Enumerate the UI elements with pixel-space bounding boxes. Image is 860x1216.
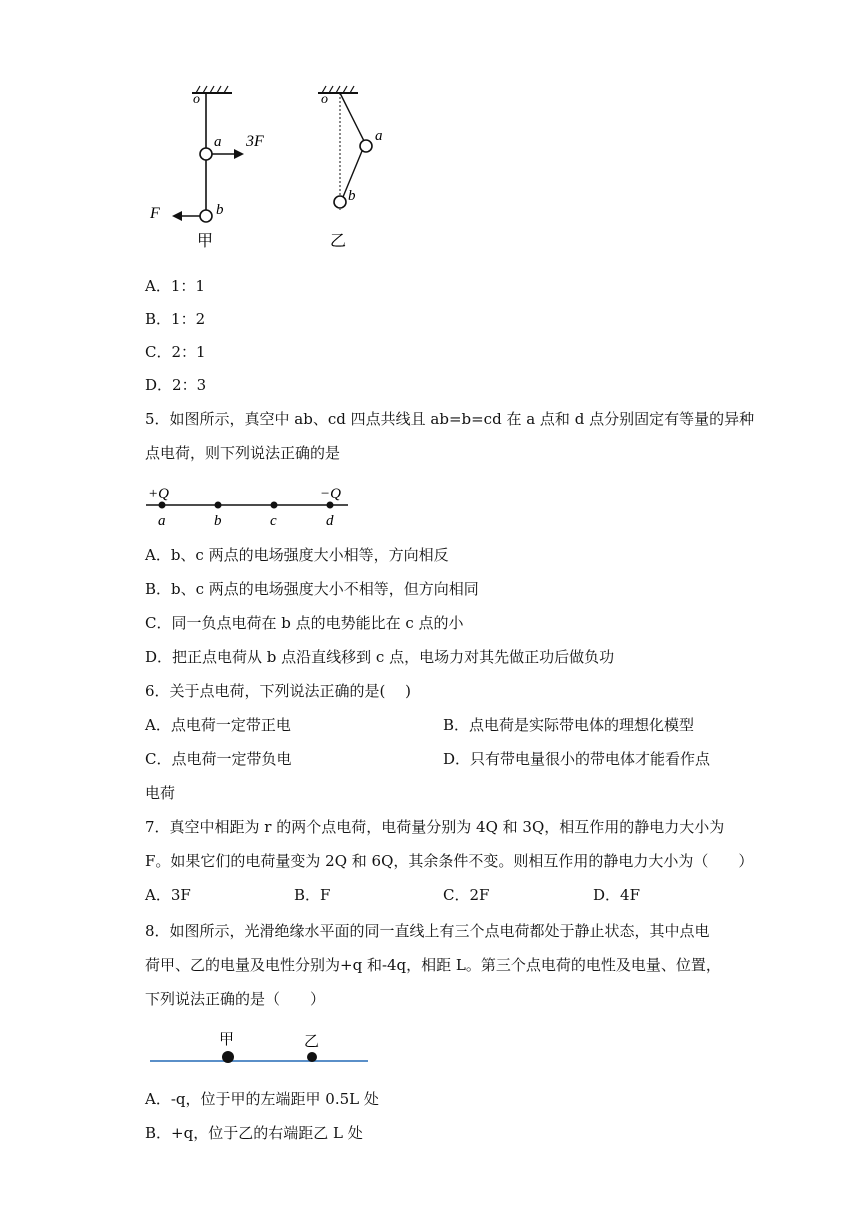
label-o-left: o [193, 92, 200, 107]
q6-option-d-continued: 电荷 [145, 784, 176, 802]
q6-option-d: D．只有带电量很小的带电体才能看作点 [443, 750, 711, 768]
q5-option-c: C．同一负点电荷在 b 点的电势能比在 c 点的小 [145, 614, 464, 632]
q8-stem-line1: 8．如图所示，光滑绝缘水平面的同一直线上有三个点电荷都处于静止状态，其中点电 [145, 922, 710, 940]
q7-option-d: D．4F [593, 886, 640, 904]
label-o-right: o [321, 92, 328, 107]
caption-jia: 甲 [197, 233, 214, 250]
pendulum-figure [140, 80, 420, 255]
point-label-a: a [158, 513, 166, 529]
point-label-c: c [270, 513, 277, 529]
q7-option-c: C．2F [443, 886, 490, 904]
q4-option-c: C．2：1 [145, 343, 206, 361]
two-charges-figure [148, 1026, 373, 1068]
q6-option-a: A．点电荷一定带正电 [145, 716, 291, 734]
q5-option-b: B．b、c 两点的电场强度大小不相等，但方向相同 [145, 580, 479, 598]
label-a-right: a [375, 128, 383, 144]
label-yi: 乙 [304, 1034, 320, 1050]
point-label-d: d [326, 513, 334, 529]
q8-stem-line3: 下列说法正确的是（ ） [145, 990, 326, 1008]
q7-stem-line2: F。如果它们的电荷量变为 2Q 和 6Q，其余条件不变。则相互作用的静电力大小为（ ） [145, 852, 754, 870]
q8-stem-line2: 荷甲、乙的电量及电性分别为+q 和-4q，相距 L。第三个点电荷的电性及电量、位置， [145, 956, 721, 974]
q5-option-a: A．b、c 两点的电场强度大小相等，方向相反 [145, 546, 449, 564]
q8-option-a: A．-q，位于甲的左端距甲 0.5L 处 [145, 1090, 379, 1108]
q5-stem-line1: 5．如图所示，真空中 ab、cd 四点共线且 ab=b=cd 在 a 点和 d 点分别固定有等量的异种 [145, 410, 755, 428]
charge-plus-q: +Q [148, 486, 169, 502]
q6-stem: 6．关于点电荷，下列说法正确的是( ) [145, 682, 412, 700]
label-3F: 3F [246, 133, 264, 150]
q6-option-b: B．点电荷是实际带电体的理想化模型 [443, 716, 695, 734]
label-a-left: a [214, 134, 222, 150]
q7-option-a: A．3F [145, 886, 191, 904]
label-jia: 甲 [219, 1032, 235, 1048]
q5-option-d: D．把正点电荷从 b 点沿直线移到 c 点，电场力对其先做正功后做负功 [145, 648, 615, 666]
q6-option-c: C．点电荷一定带负电 [145, 750, 292, 768]
caption-yi: 乙 [330, 233, 347, 250]
point-label-b: b [214, 513, 222, 529]
label-F: F [150, 205, 160, 222]
charges-line-figure [140, 478, 360, 530]
q4-option-d: D．2：3 [145, 376, 207, 394]
label-b-right: b [348, 188, 356, 204]
q5-stem-line2: 点电荷，则下列说法正确的是 [145, 444, 341, 462]
q7-option-b: B．F [294, 886, 331, 904]
q4-option-a: A．1：1 [145, 277, 205, 295]
q7-stem-line1: 7．真空中相距为 r 的两个点电荷，电荷量分别为 4Q 和 3Q，相互作用的静电力大小为 [145, 818, 725, 836]
q4-option-b: B．1：2 [145, 310, 206, 328]
figure-yi [318, 86, 383, 250]
label-b-left: b [216, 202, 224, 218]
charge-minus-q: −Q [320, 486, 341, 502]
q8-option-b: B．+q，位于乙的右端距乙 L 处 [145, 1124, 363, 1142]
figure-jia [149, 86, 264, 250]
